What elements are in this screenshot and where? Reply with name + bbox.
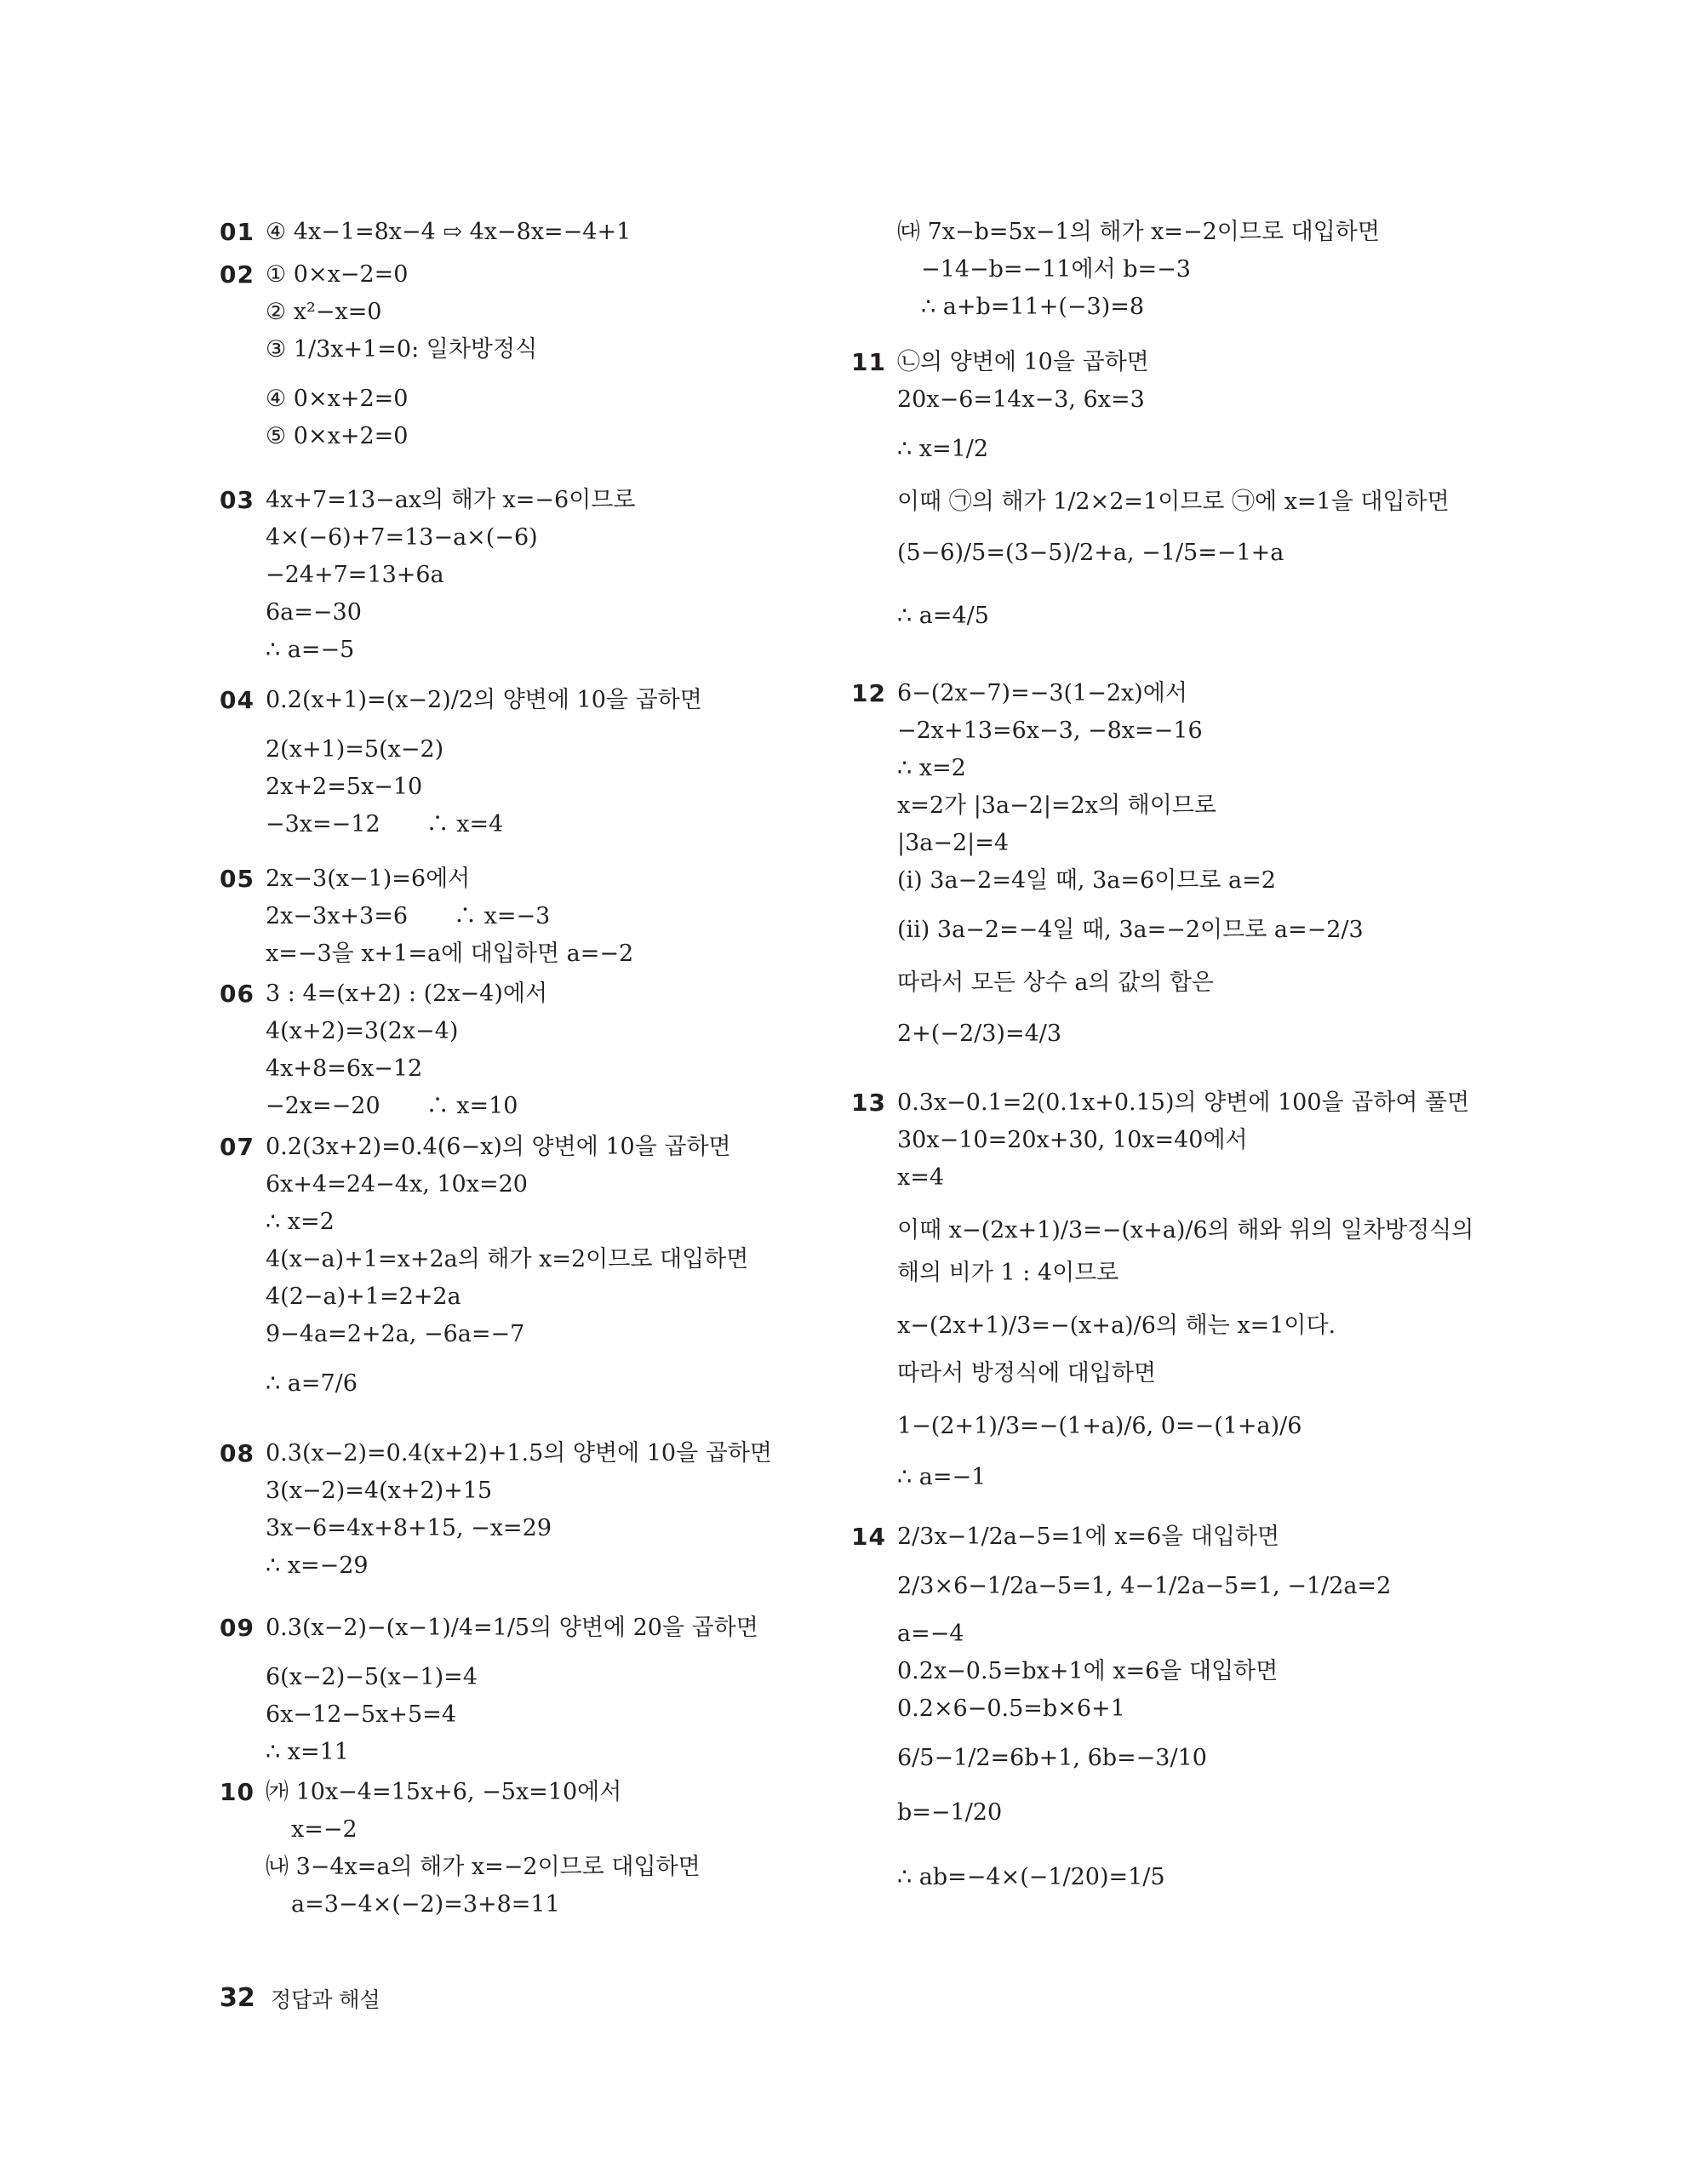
solution-line: 2/3×6−1/2a−5=1, 4−1/2a−5=1, −1/2a=2 <box>897 1573 1392 1599</box>
solution-line: ∴ a=7/6 <box>266 1370 358 1397</box>
solution-line: ② x²−x=0 <box>266 299 382 325</box>
problem-number: 09 <box>220 1614 255 1642</box>
page-number: 32 <box>220 1983 255 2013</box>
problem-number: 07 <box>220 1133 255 1161</box>
solution-line: 0.3(x−2)=0.4(x+2)+1.5의 양변에 10을 곱하면 <box>266 1440 773 1466</box>
solution-line: 이때 ㉠의 해가 1/2×2=1이므로 ㉠에 x=1을 대입하면 <box>897 489 1450 515</box>
problem-number: 10 <box>220 1778 255 1806</box>
solution-line: ③ 1/3x+1=0: 일차방정식 <box>266 336 538 363</box>
solution-line: 6x+4=24−4x, 10x=20 <box>266 1171 528 1198</box>
solution-line: 0.2×6−0.5=b×6+1 <box>897 1695 1125 1722</box>
solution-line: 따라서 방정식에 대입하면 <box>897 1360 1157 1386</box>
solution-line: −24+7=13+6a <box>266 562 444 588</box>
solution-line: 3(x−2)=4(x+2)+15 <box>266 1478 493 1504</box>
solution-line: 6x−12−5x+5=4 <box>266 1701 457 1728</box>
solution-line: 3 : 4=(x+2) : (2x−4)에서 <box>266 981 548 1007</box>
solution-line: 4(2−a)+1=2+2a <box>266 1284 461 1310</box>
solution-line: ㉡의 양변에 10을 곱하면 <box>897 349 1149 375</box>
solution-line: −3x=−12 ∴ x=4 <box>266 811 504 838</box>
solution-line: ④ 0×x+2=0 <box>266 386 409 412</box>
solution-line: ㈎ 10x−4=15x+6, −5x=10에서 <box>266 1779 622 1805</box>
solution-line: −2x=−20 ∴ x=10 <box>266 1093 518 1119</box>
solution-line: ∴ ab=−4×(−1/20)=1/5 <box>897 1864 1165 1890</box>
solution-line: 6a=−30 <box>266 599 362 626</box>
solution-line: 4×(−6)+7=13−a×(−6) <box>266 524 538 551</box>
solution-line: ∴ a=−5 <box>266 637 355 663</box>
solution-line: x=−3을 x+1=a에 대입하면 a=−2 <box>266 940 634 967</box>
solution-line: 0.2(3x+2)=0.4(6−x)의 양변에 10을 곱하면 <box>266 1134 731 1160</box>
solution-line: (5−6)/5=(3−5)/2+a, −1/5=−1+a <box>897 540 1284 566</box>
solution-line: ∴ a=−1 <box>897 1464 987 1490</box>
solution-line: 0.3(x−2)−(x−1)/4=1/5의 양변에 20을 곱하면 <box>266 1615 758 1641</box>
solution-line: 4(x+2)=3(2x−4) <box>266 1018 459 1044</box>
problem-number: 12 <box>851 679 886 707</box>
solution-line: ∴ a=4/5 <box>897 603 989 629</box>
solution-line: 따라서 모든 상수 a의 값의 합은 <box>897 969 1214 996</box>
solution-line: a=3−4×(−2)=3+8=11 <box>291 1891 560 1918</box>
solution-line: |3a−2|=4 <box>897 830 1010 856</box>
solution-line: 6(x−2)−5(x−1)=4 <box>266 1664 478 1690</box>
problem-number: 11 <box>851 348 886 376</box>
solution-line: 2/3x−1/2a−5=1에 x=6을 대입하면 <box>897 1524 1280 1550</box>
solution-line: 1−(2+1)/3=−(1+a)/6, 0=−(1+a)/6 <box>897 1413 1302 1439</box>
solution-line: 4x+8=6x−12 <box>266 1055 423 1082</box>
problem-number: 08 <box>220 1439 255 1467</box>
problem-number: 13 <box>851 1089 886 1117</box>
solution-line: 4(x−a)+1=x+2a의 해가 x=2이므로 대입하면 <box>266 1246 749 1272</box>
solution-line: ∴ x=1/2 <box>897 436 989 462</box>
solution-line: x=2가 |3a−2|=2x의 해이므로 <box>897 792 1216 819</box>
solution-line: ∴ x=−29 <box>266 1552 369 1579</box>
solution-line: x−(2x+1)/3=−(x+a)/6의 해는 x=1이다. <box>897 1312 1336 1339</box>
solution-line: 2x−3(x−1)=6에서 <box>266 866 471 892</box>
problem-number: 06 <box>220 980 255 1008</box>
solution-line: −2x+13=6x−3, −8x=−16 <box>897 718 1203 744</box>
solution-line: 0.2x−0.5=bx+1에 x=6을 대입하면 <box>897 1658 1279 1684</box>
solution-line: (ⅰ) 3a−2=4일 때, 3a=6이므로 a=2 <box>897 867 1276 894</box>
solution-line: 30x−10=20x+30, 10x=40에서 <box>897 1127 1248 1153</box>
solution-line: ㈐ 7x−b=5x−1의 해가 x=−2이므로 대입하면 <box>897 219 1380 245</box>
problem-number: 01 <box>220 218 255 246</box>
solution-line: 2x+2=5x−10 <box>266 774 423 800</box>
solution-line: 20x−6=14x−3, 6x=3 <box>897 386 1145 413</box>
solution-line: ∴ x=2 <box>266 1209 335 1235</box>
solution-line: 9−4a=2+2a, −6a=−7 <box>266 1321 525 1347</box>
solution-line: 4x+7=13−ax의 해가 x=−6이므로 <box>266 487 636 513</box>
problem-number: 05 <box>220 865 255 893</box>
problem-number: 14 <box>851 1523 886 1551</box>
solution-line: x=−2 <box>291 1816 358 1843</box>
solution-line: 해의 비가 1 : 4이므로 <box>897 1260 1119 1286</box>
solution-line: ① 0×x−2=0 <box>266 261 409 288</box>
solution-line: (ⅱ) 3a−2=−4일 때, 3a=−2이므로 a=−2/3 <box>897 917 1364 943</box>
solution-line: x=4 <box>897 1164 945 1191</box>
problem-number: 02 <box>220 260 255 289</box>
solution-line: ∴ x=2 <box>897 755 966 781</box>
solution-line: a=−4 <box>897 1621 964 1647</box>
solution-line: 6/5−1/2=6b+1, 6b=−3/10 <box>897 1745 1207 1771</box>
solution-line: −14−b=−11에서 b=−3 <box>921 256 1191 283</box>
solution-line: ∴ x=11 <box>266 1739 349 1765</box>
solution-line: 6−(2x−7)=−3(1−2x)에서 <box>897 680 1187 706</box>
solution-line: 2(x+1)=5(x−2) <box>266 736 444 763</box>
solution-line: ⑤ 0×x+2=0 <box>266 423 409 449</box>
solution-line: b=−1/20 <box>897 1799 1003 1826</box>
solution-line: 3x−6=4x+8+15, −x=29 <box>266 1515 552 1541</box>
solution-line: ∴ a+b=11+(−3)=8 <box>921 294 1145 320</box>
solution-line: ④ 4x−1=8x−4 ⇨ 4x−8x=−4+1 <box>266 219 632 245</box>
solution-line: 0.2(x+1)=(x−2)/2의 양변에 10을 곱하면 <box>266 687 702 713</box>
footer-label: 정답과 해설 <box>271 1987 380 2012</box>
solution-line: 2x−3x+3=6 ∴ x=−3 <box>266 903 551 929</box>
solution-line: 0.3x−0.1=2(0.1x+0.15)의 양변에 100을 곱하여 풀면 <box>897 1089 1470 1116</box>
solution-line: 2+(−2/3)=4/3 <box>897 1021 1062 1047</box>
solution-line: 이때 x−(2x+1)/3=−(x+a)/6의 해와 위의 일차방정식의 <box>897 1217 1474 1244</box>
problem-number: 04 <box>220 686 255 714</box>
solution-line: ㈏ 3−4x=a의 해가 x=−2이므로 대입하면 <box>266 1854 701 1880</box>
problem-number: 03 <box>220 486 255 514</box>
